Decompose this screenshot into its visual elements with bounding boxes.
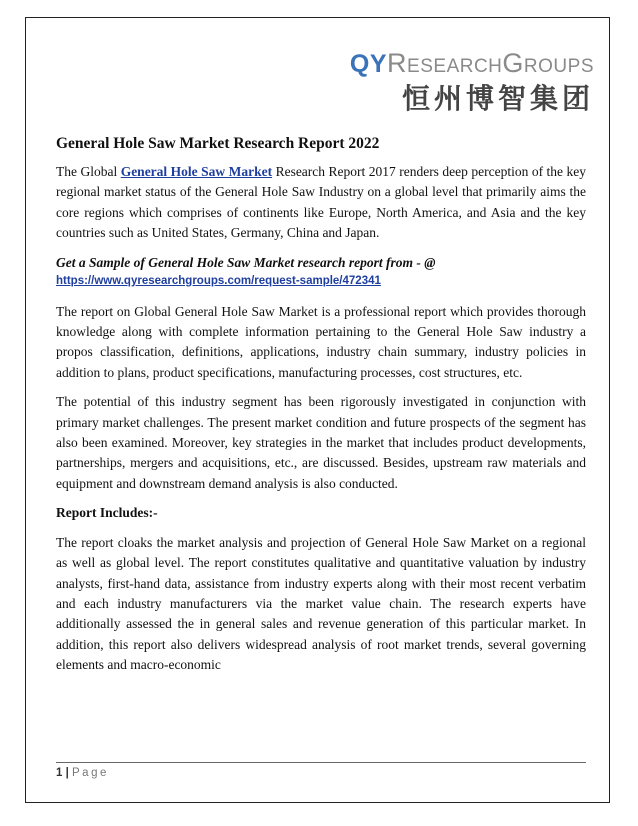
paragraph-report-includes: The report cloaks the market analysis and projection of General Hole Saw Market on a regional as well as global level. The report constitutes qualitative and quantitative valuation by industry analysts, first-hand data, assistance from industry experts along with their most recent verbatim and each industry manufacturers via the market value chain. The research experts have additionally assessed the in general sales and revenue generation of this particular market. In addition, this report also delivers widespread analysis of root market trends, several governing elements and macro-economic — [56, 534, 586, 673]
sample-request-link[interactable]: https://www.qyresearchgroups.com/request-sample/472341 — [56, 274, 381, 287]
paragraph-overview: The report on Global General Hole Saw Market is a professional report which provides thorough knowledge along with complete information pertaining to the General Hole Saw industry a propos classification, definitions, applications, industry chain summary, industry policies in addition to plans, product specifications, manufacturing processes, cost structures, etc. — [56, 303, 586, 380]
page-label: Page — [72, 767, 109, 779]
company-logo — [322, 48, 594, 116]
logo-english: QYRESEARCHGROUPS — [349, 48, 594, 78]
logo-chinese: 恒州博智集团 — [401, 82, 594, 115]
page-number: 1 — [56, 767, 63, 779]
section-heading-report-includes: Report Includes:- — [56, 505, 158, 521]
intro-paragraph: The Global General Hole Saw Market Research Report 2017 renders deep perception of the key regional market status of the General Hole Saw Industry on a global level that primarily aims the core regions which comprises of continents like Europe, North America, and Asia and the key countries such as United States, Germany, China and Japan. — [56, 164, 587, 241]
document-title: General Hole Saw Market Research Report 2022 — [56, 135, 380, 152]
document-body — [56, 134, 586, 685]
sample-request-label: Get a Sample of General Hole Saw Market research report from - @ — [56, 254, 436, 270]
page-footer: 1 | Page — [56, 762, 586, 779]
paragraph-potential: The potential of this industry segment has been rigorously investigated in conjunction with primary market challenges. The present market condition and future prospects of the segment has also been examined. Moreover, key strategies in the market that includes product developments, partnerships, mergers and acquisitions, etc., are discussed. Besides, upstream raw materials and equipment and downstream demand analysis is also conducted. — [56, 394, 586, 491]
market-report-link[interactable]: General Hole Saw Market — [120, 164, 273, 179]
